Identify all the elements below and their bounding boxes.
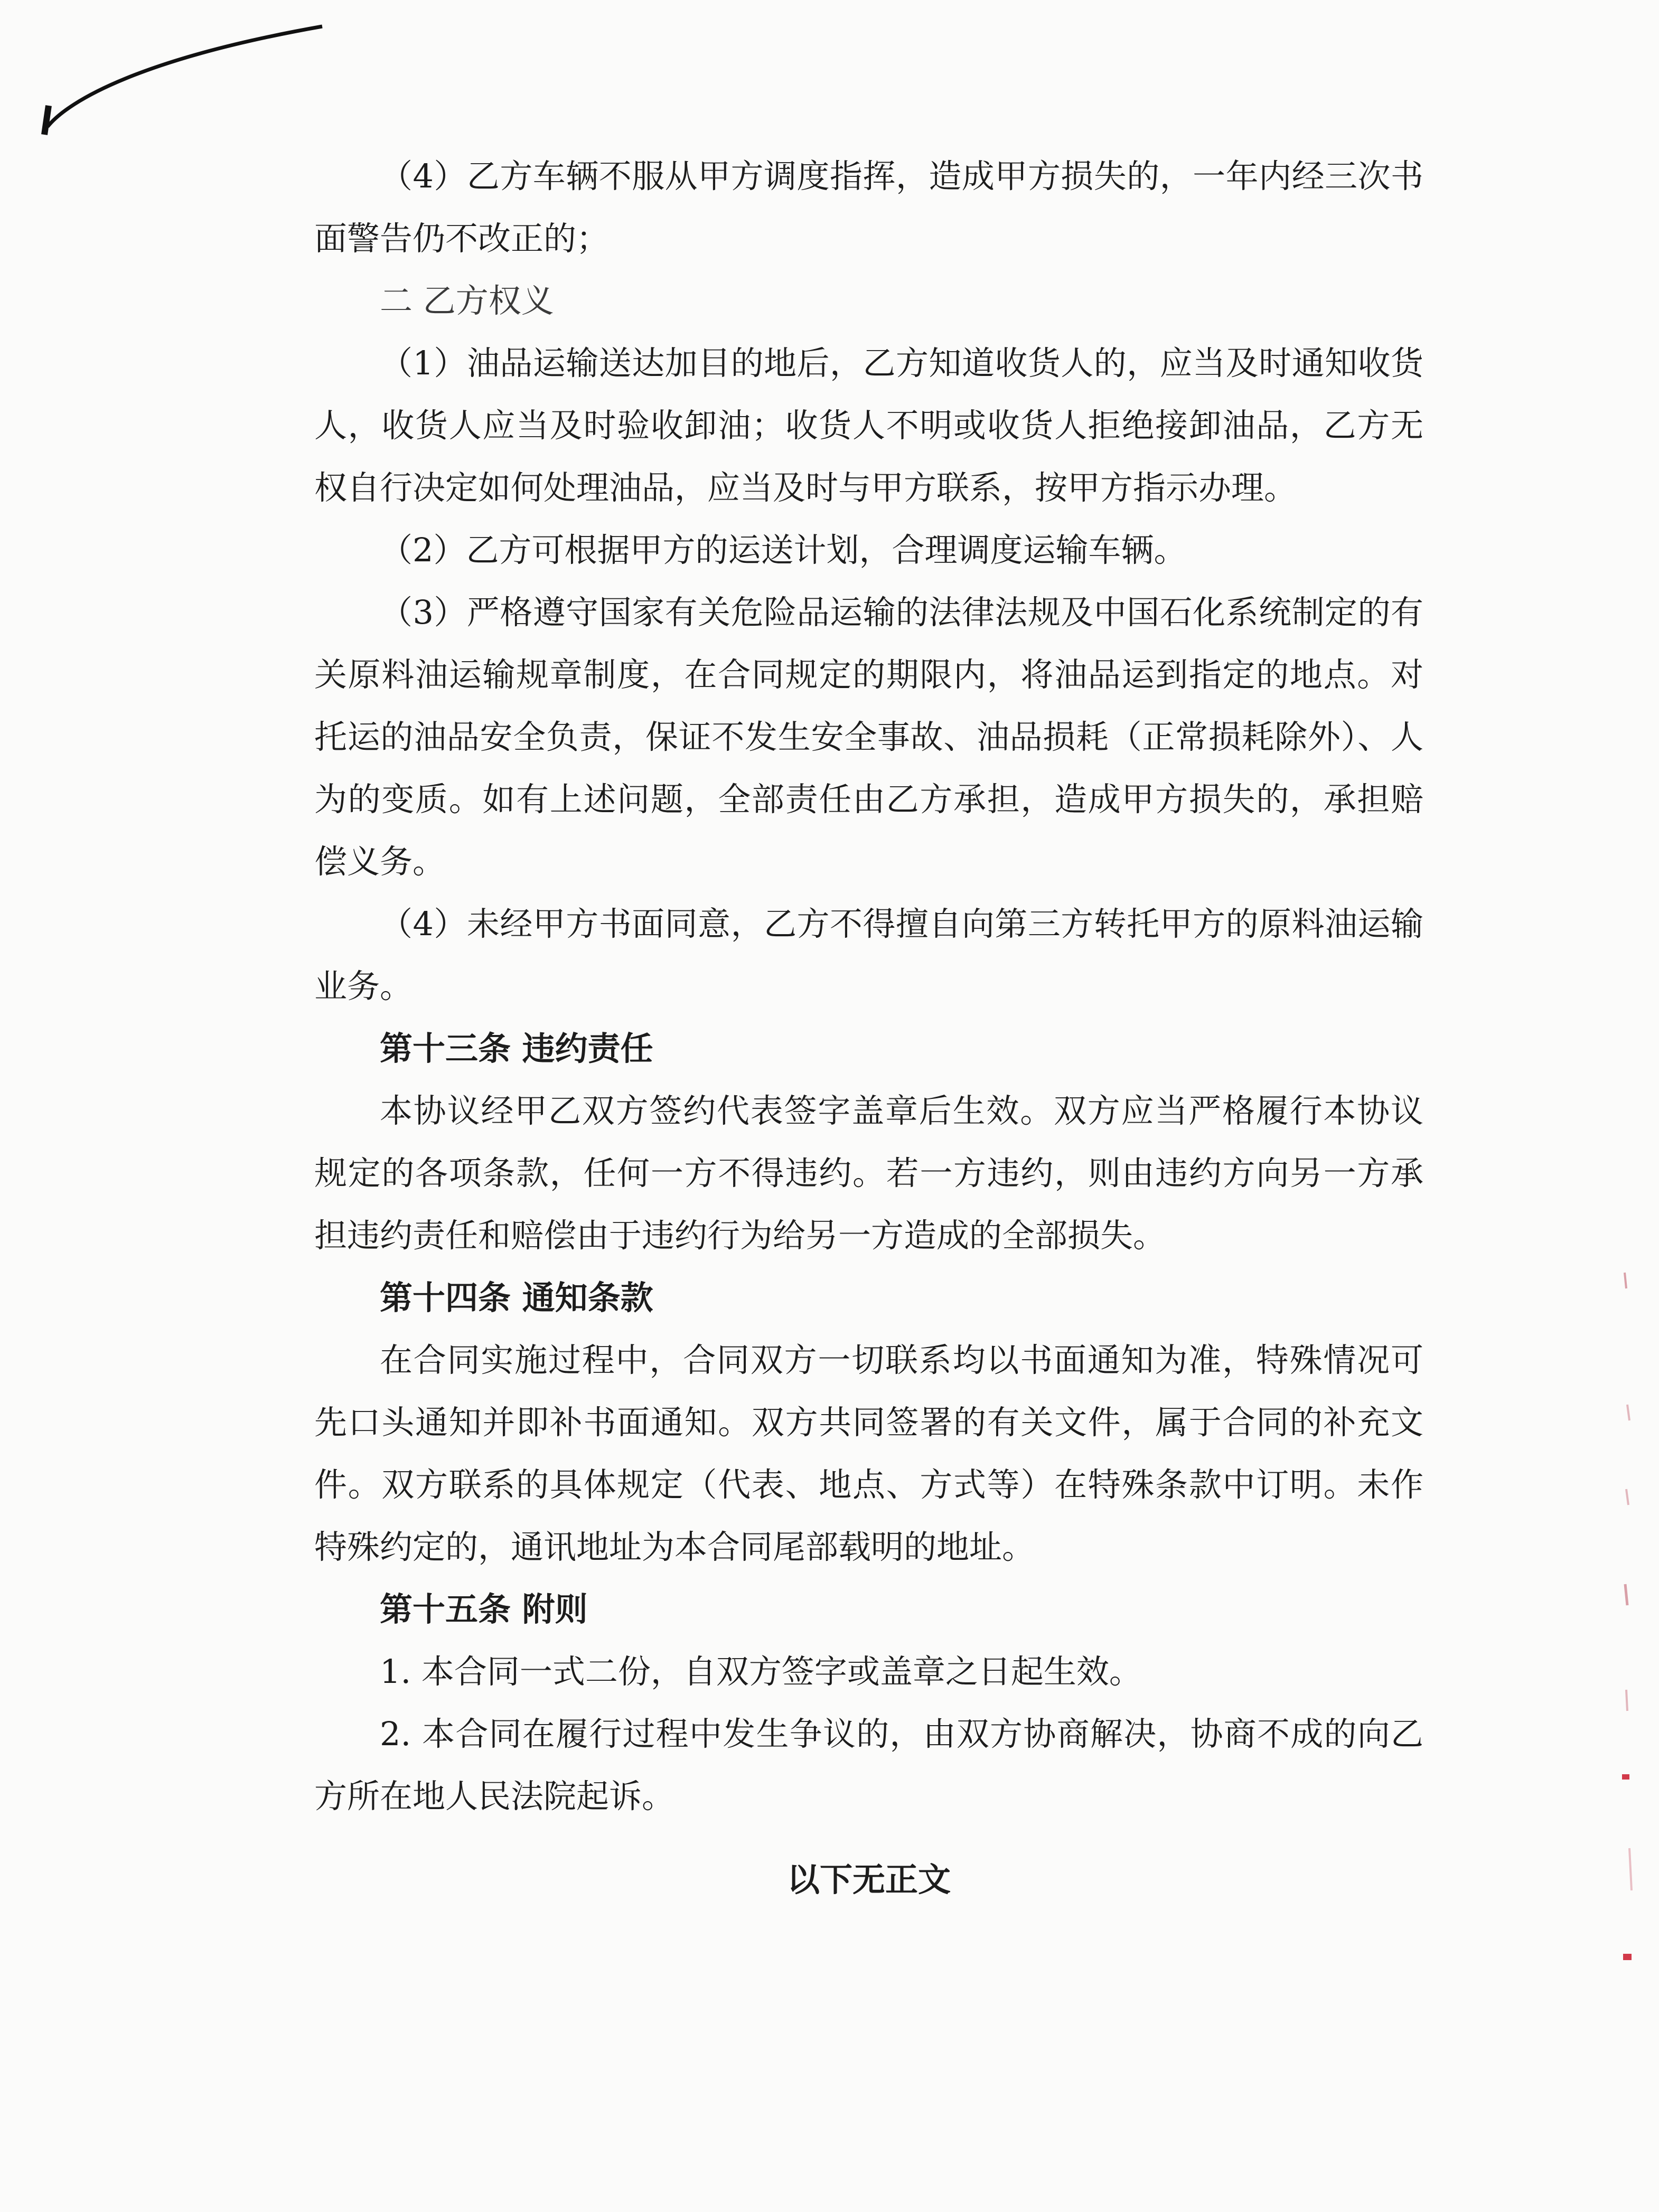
article-14-heading: 第十四条 通知条款 (380, 1278, 653, 1317)
paragraph-no-subcontract: （4）未经甲方书面同意，乙方不得擅自向第三方转托甲方的原料油运输业务。 (314, 905, 1423, 1005)
paragraph-item-4-vehicle: （4）乙方车辆不服从甲方调度指挥，造成甲方损失的，一年内经三次书面警告仍不改正的； (314, 157, 1423, 258)
document-body (314, 145, 1423, 1911)
article-15-heading: 第十五条 附则 (380, 1590, 588, 1629)
end-of-text-note: 以下无正文 (786, 1860, 951, 1899)
article-15-item-2: 2. 本合同在履行过程中发生争议的，由双方协商解决，协商不成的向乙方所在地人民法院起诉。 (314, 1715, 1423, 1815)
paragraph-hazard-regulations: （3）严格遵守国家有关危险品运输的法律法规及中国石化系统制定的有关原料油运输规章制度，在合同规定的期限内，将油品运到指定的地点。对托运的油品安全负责，保证不发生安全事故、油品损耗（正常损耗除外）、人为的变质。如有上述问题，全部责任由乙方承担，造成甲方损失的，承担赔偿义务。 (314, 593, 1423, 881)
article-15-item-1: 1. 本合同一式二份，自双方签字或盖章之日起生效。 (380, 1652, 1142, 1691)
stamp-edge-marks (1585, 1267, 1659, 2112)
section-heading-party-b-rights: 二 乙方权义 (380, 281, 554, 320)
scan-edge-mark (37, 21, 333, 137)
paragraph-delivery-notification: （1）油品运输送达加目的地后，乙方知道收货人的，应当及时通知收货人，收货人应当及时验收卸油；收货人不明或收货人拒绝接卸油品，乙方无权自行决定如何处理油品，应当及时与甲方联系，按甲方指示办理。 (314, 344, 1423, 507)
paragraph-vehicle-dispatch: （2）乙方可根据甲方的运送计划，合理调度运输车辆。 (380, 531, 1187, 569)
article-13-heading: 第十三条 违约责任 (380, 1029, 653, 1068)
article-13-body: 本协议经甲乙双方签约代表签字盖章后生效。双方应当严格履行本协议规定的各项条款，任何一方不得违约。若一方违约，则由违约方向另一方承担违约责任和赔偿由于违约行为给另一方造成的全部损失。 (314, 1091, 1423, 1255)
article-14-body: 在合同实施过程中，合同双方一切联系均以书面通知为准，特殊情况可先口头通知并即补书面通知。双方共同签署的有关文件，属于合同的补充文件。双方联系的具体规定（代表、地点、方式等）在特殊条款中订明。未作特殊约定的，通讯地址为本合同尾部载明的地址。 (314, 1341, 1423, 1566)
